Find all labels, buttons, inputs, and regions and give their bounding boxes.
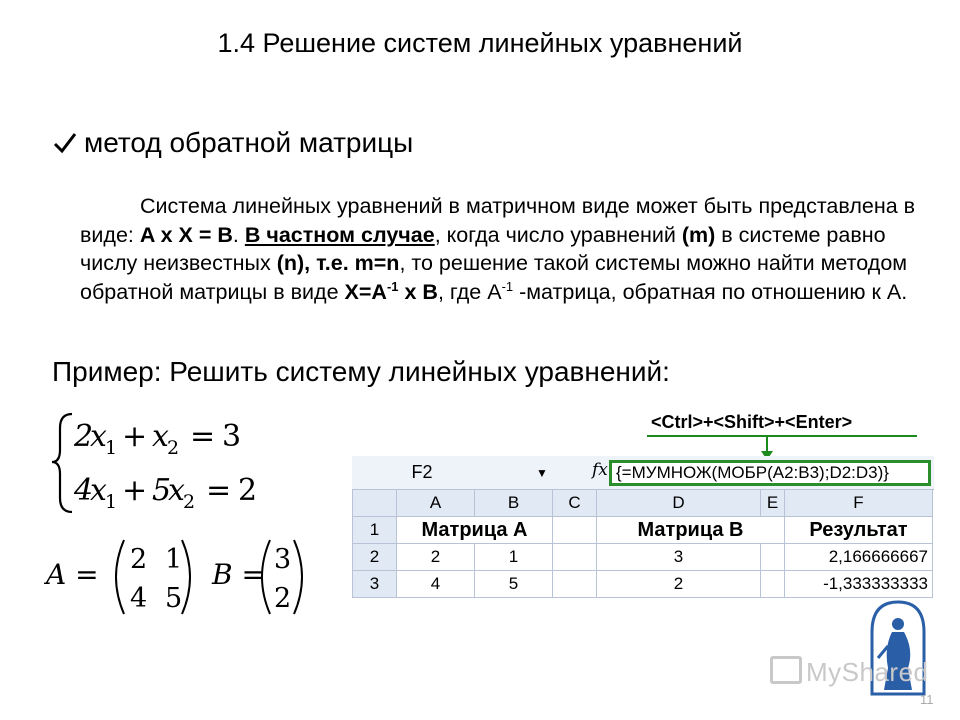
matrix-a-left-paren: [116, 540, 124, 614]
para-equation: A x X = B: [139, 222, 233, 247]
matrix-a-right-paren: [182, 540, 190, 614]
spreadsheet-screenshot: [352, 456, 934, 598]
equation-row-2: [73, 473, 257, 513]
left-brace: [52, 414, 72, 512]
cell[interactable]: [553, 517, 597, 544]
svg-text:x: x: [168, 473, 185, 508]
svg-text:x: x: [90, 419, 107, 454]
para-text: Система линейных уравнений в матричном виде может быть представлена в виде:: [80, 194, 916, 247]
cell[interactable]: -1,333333333: [785, 571, 933, 598]
para-bold: (n), т.е. m=n: [276, 251, 400, 275]
cell[interactable]: 1: [475, 544, 553, 571]
matrix-b-cell: 3: [274, 544, 292, 575]
cell[interactable]: Результат: [785, 517, 933, 544]
svg-text:3: 3: [222, 419, 242, 454]
svg-text:=: =: [190, 419, 216, 454]
svg-text:x: x: [152, 419, 169, 454]
svg-text:2: 2: [74, 419, 94, 454]
table-row: [353, 571, 933, 598]
svg-text:1: 1: [105, 437, 118, 459]
cell[interactable]: Матрица A: [397, 517, 553, 544]
watermark: [770, 656, 929, 688]
para-text: .: [232, 222, 245, 247]
para-superscript: -1: [386, 278, 399, 294]
para-bold: (m): [681, 222, 716, 247]
matrix-b-right-paren: [294, 540, 302, 614]
matrix-a-label: A =: [46, 558, 99, 591]
matrices: [44, 536, 314, 618]
para-text: в системе равно числу неизвестных: [80, 222, 886, 275]
name-box[interactable]: F2: [411, 462, 433, 482]
cell[interactable]: [553, 571, 597, 598]
svg-text:2: 2: [183, 491, 196, 513]
equation-system: [50, 408, 280, 518]
table-row: [353, 517, 933, 544]
row-header[interactable]: 2: [353, 544, 397, 571]
column-header[interactable]: E: [761, 490, 785, 517]
cell[interactable]: 4: [397, 571, 475, 598]
cell[interactable]: [761, 571, 785, 598]
column-header-row: [353, 490, 933, 517]
matrix-a-cell: 5: [165, 583, 183, 614]
cell[interactable]: [553, 544, 597, 571]
formula-bar: [352, 456, 934, 490]
bullet-text: метод обратной матрицы: [84, 127, 414, 158]
matrix-a-cell: 2: [130, 544, 148, 575]
hotkey-underline: [647, 435, 917, 437]
column-header[interactable]: D: [597, 490, 761, 517]
para-formula: x B: [398, 279, 438, 304]
cell[interactable]: 5: [475, 571, 553, 598]
hotkey-label: <Ctrl>+<Shift>+<Enter>: [651, 412, 853, 432]
cell[interactable]: 2: [397, 544, 475, 571]
name-box-dropdown[interactable]: [494, 458, 590, 487]
svg-text:2: 2: [167, 437, 180, 459]
body-paragraph: [80, 192, 940, 306]
svg-text:+: +: [122, 419, 148, 454]
formula-input[interactable]: {=МУМНОЖ(МОБР(A2:B3);D2:D3)}: [609, 460, 931, 486]
para-emphasis: В частном случае: [244, 222, 435, 247]
column-header[interactable]: F: [785, 490, 933, 517]
para-text: -матрица, обратная по отношению к А.: [513, 279, 908, 304]
column-header[interactable]: A: [397, 490, 475, 517]
para-superscript: -1: [501, 278, 514, 294]
cell[interactable]: [761, 544, 785, 571]
sheet-grid: [352, 489, 933, 598]
para-formula: X=A: [344, 279, 387, 304]
svg-text:2: 2: [238, 473, 258, 508]
matrix-a-cell: 1: [165, 544, 183, 575]
matrix-a-cell: 4: [130, 583, 148, 614]
matrix-b-label: B =: [212, 558, 265, 591]
svg-text:x: x: [90, 473, 107, 508]
checkmark-icon: [52, 130, 78, 156]
column-header[interactable]: C: [553, 490, 597, 517]
cell[interactable]: 2,166666667: [785, 544, 933, 571]
equation-row-1: [73, 419, 241, 459]
matrix-b-cell: 2: [274, 583, 292, 614]
svg-text:1: 1: [105, 491, 118, 513]
svg-text:+: +: [122, 473, 148, 508]
svg-text:4: 4: [74, 473, 94, 508]
example-heading: Пример: Решить систему линейных уравнений:: [52, 356, 670, 387]
bullet-item: [52, 127, 413, 159]
row-header[interactable]: 3: [353, 571, 397, 598]
watermark-text: MyShared: [806, 657, 929, 687]
dropdown-arrow-icon: ▼: [536, 465, 548, 480]
column-header[interactable]: B: [475, 490, 553, 517]
watermark-logo-icon: [770, 656, 802, 684]
para-text: , то решение такой системы можно найти методом обратной матрицы в виде: [80, 251, 908, 304]
corner-cell[interactable]: [353, 490, 397, 517]
fx-icon[interactable]: fx: [592, 460, 608, 480]
cell[interactable]: Матрица B: [597, 517, 785, 544]
slide-title: 1.4 Решение систем линейных уравнений: [217, 28, 743, 58]
page-number: 11: [920, 692, 934, 707]
svg-text:5: 5: [152, 473, 172, 508]
cell[interactable]: 3: [597, 544, 761, 571]
para-text: , когда число уравнений: [434, 222, 682, 247]
table-row: [353, 544, 933, 571]
svg-text:=: =: [206, 473, 232, 508]
para-text: , где A: [437, 279, 502, 304]
row-header[interactable]: 1: [353, 517, 397, 544]
cell[interactable]: 2: [597, 571, 761, 598]
